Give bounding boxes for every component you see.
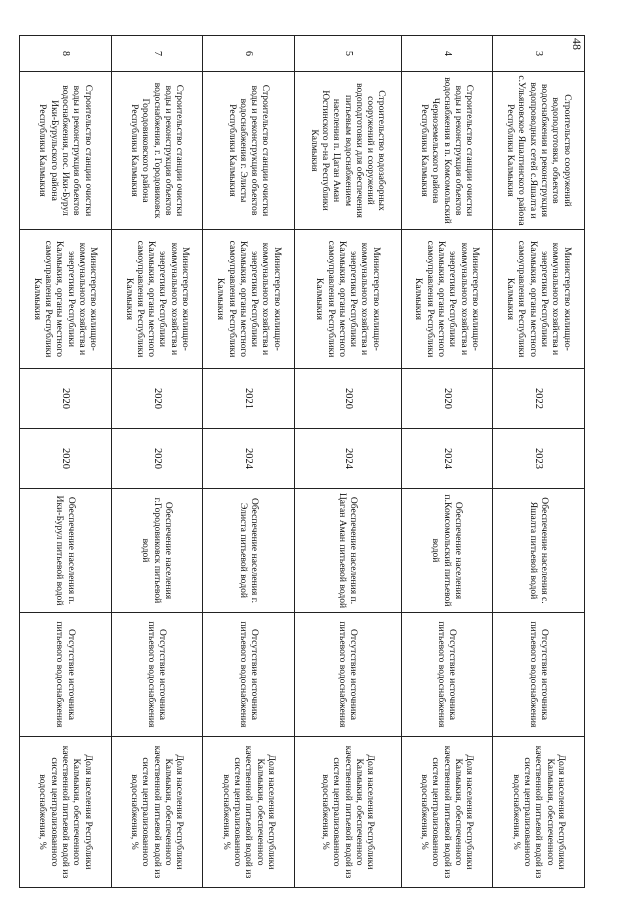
- object-name-cell: Строительство станции очистки воды и реконструкция объектов водоснабжения в п. Комсомольский Черноземельского района Республики Калмыкия: [401, 72, 493, 230]
- end-year-cell: 2024: [203, 429, 295, 489]
- object-name-cell: Строительство станции очистки воды и реконструкция объектов водоснабжения, пос. Ики-Бурул Ики-Бурульского района Республики Калмыкия: [20, 72, 112, 230]
- problem-cell: Отсутствие источника питьевого водоснабжения: [203, 613, 295, 737]
- objects-table: [19, 35, 585, 888]
- start-year-cell: 2020: [401, 369, 493, 429]
- start-year-cell: 2020: [20, 369, 112, 429]
- row-number-cell: 3: [493, 36, 585, 72]
- table-body: [20, 36, 585, 888]
- executor-cell: Министерство жилищно-коммунального хозяйства и энергетики Республики Калмыкия, органы местного самоуправления Республики Калмыкия: [203, 230, 295, 369]
- problem-cell: Отсутствие источника питьевого водоснабжения: [493, 613, 585, 737]
- indicator-cell: Доля населения Республики Калмыкия, обеспеченного качественной питьевой водой из систем централизованного водоснабжения, %: [20, 737, 112, 888]
- table-row: [111, 36, 203, 888]
- object-name-cell: Строительство водозаборных сооружений и сооружений водоподготовки для обеспечения питьевым водоснабжением населения п. Цаган Аман Юстинского р-на Республики Калмыкия: [295, 72, 401, 230]
- result-cell: Обеспечение населения г.Городовиковск питьевой водой: [111, 489, 203, 613]
- object-name-cell: Строительство станции очистки воды и реконструкция объектов водоснабжения, г. Городовиковск Городовиковского района Республики Калмыкия: [111, 72, 203, 230]
- table-row: [20, 36, 112, 888]
- executor-cell: Министерство жилищно-коммунального хозяйства и энергетики Республики Калмыкия, органы местного самоуправления Республики Калмыкия: [401, 230, 493, 369]
- start-year-cell: 2020: [295, 369, 401, 429]
- end-year-cell: 2020: [111, 429, 203, 489]
- executor-cell: Министерство жилищно-коммунального хозяйства и энергетики Республики Калмыкия, органы местного самоуправления Республики Калмыкия: [20, 230, 112, 369]
- end-year-cell: 2023: [493, 429, 585, 489]
- end-year-cell: 2024: [295, 429, 401, 489]
- start-year-cell: 2021: [203, 369, 295, 429]
- start-year-cell: 2020: [111, 369, 203, 429]
- row-number-cell: 8: [20, 36, 112, 72]
- indicator-cell: Доля населения Республики Калмыкия, обеспеченного качественной питьевой водой из систем централизованного водоснабжения, %: [295, 737, 401, 888]
- result-cell: Обеспечение населения с. Яшалта питьевой водой: [493, 489, 585, 613]
- table-row: [493, 36, 585, 888]
- executor-cell: Министерство жилищно-коммунального хозяйства и энергетики Республики Калмыкия, органы местного самоуправления Республики Калмыкия: [111, 230, 203, 369]
- indicator-cell: Доля населения Республики Калмыкия, обеспеченного качественной питьевой водой из систем централизованного водоснабжения, %: [493, 737, 585, 888]
- table-row: [401, 36, 493, 888]
- row-number-cell: 4: [401, 36, 493, 72]
- object-name-cell: Строительство станции очистки воды и реконструкция объектов водоснабжения г. Элисты Республики Калмыкия: [203, 72, 295, 230]
- rotated-table-wrapper: [19, 35, 585, 887]
- page-number: 48: [570, 38, 584, 50]
- row-number-cell: 6: [203, 36, 295, 72]
- indicator-cell: Доля населения Республики Калмыкия, обеспеченного качественной питьевой водой из систем централизованного водоснабжения, %: [203, 737, 295, 888]
- problem-cell: Отсутствие источника питьевого водоснабжения: [401, 613, 493, 737]
- indicator-cell: Доля населения Республики Калмыкия, обеспеченного качественной питьевой водой из систем централизованного водоснабжения, %: [401, 737, 493, 888]
- table-row: [295, 36, 401, 888]
- result-cell: Обеспечение населения п.Комсомольский питьевой водой: [401, 489, 493, 613]
- row-number-cell: 7: [111, 36, 203, 72]
- problem-cell: Отсутствие источника питьевого водоснабжения: [111, 613, 203, 737]
- indicator-cell: Доля населения Республики Калмыкия, обеспеченного качественной питьевой водой из систем централизованного водоснабжения, %: [111, 737, 203, 888]
- object-name-cell: Строительство сооружений водоподготовки, объектов водоснабжения и реконструкция водопроводных сетей с.Яшалта и с.Ульяновское Яшалтинского района Республики Калмыкия: [493, 72, 585, 230]
- end-year-cell: 2024: [401, 429, 493, 489]
- start-year-cell: 2022: [493, 369, 585, 429]
- row-number-cell: 5: [295, 36, 401, 72]
- result-cell: Обеспечение населения г. Элиста питьевой водой: [203, 489, 295, 613]
- end-year-cell: 2020: [20, 429, 112, 489]
- executor-cell: Министерство жилищно-коммунального хозяйства и энергетики Республики Калмыкия, органы местного самоуправления Республики Калмыкия: [295, 230, 401, 369]
- executor-cell: Министерство жилищно-коммунального хозяйства и энергетики Республики Калмыкия, органы местного самоуправления Республики Калмыкия: [493, 230, 585, 369]
- result-cell: Обеспечение населения п. Цаган Аман питьевой водой: [295, 489, 401, 613]
- problem-cell: Отсутствие источника питьевого водоснабжения: [20, 613, 112, 737]
- table-row: [203, 36, 295, 888]
- problem-cell: Отсутствие источника питьевого водоснабжения: [295, 613, 401, 737]
- result-cell: Обеспечение населения п. Ики-Бурул питьевой водой: [20, 489, 112, 613]
